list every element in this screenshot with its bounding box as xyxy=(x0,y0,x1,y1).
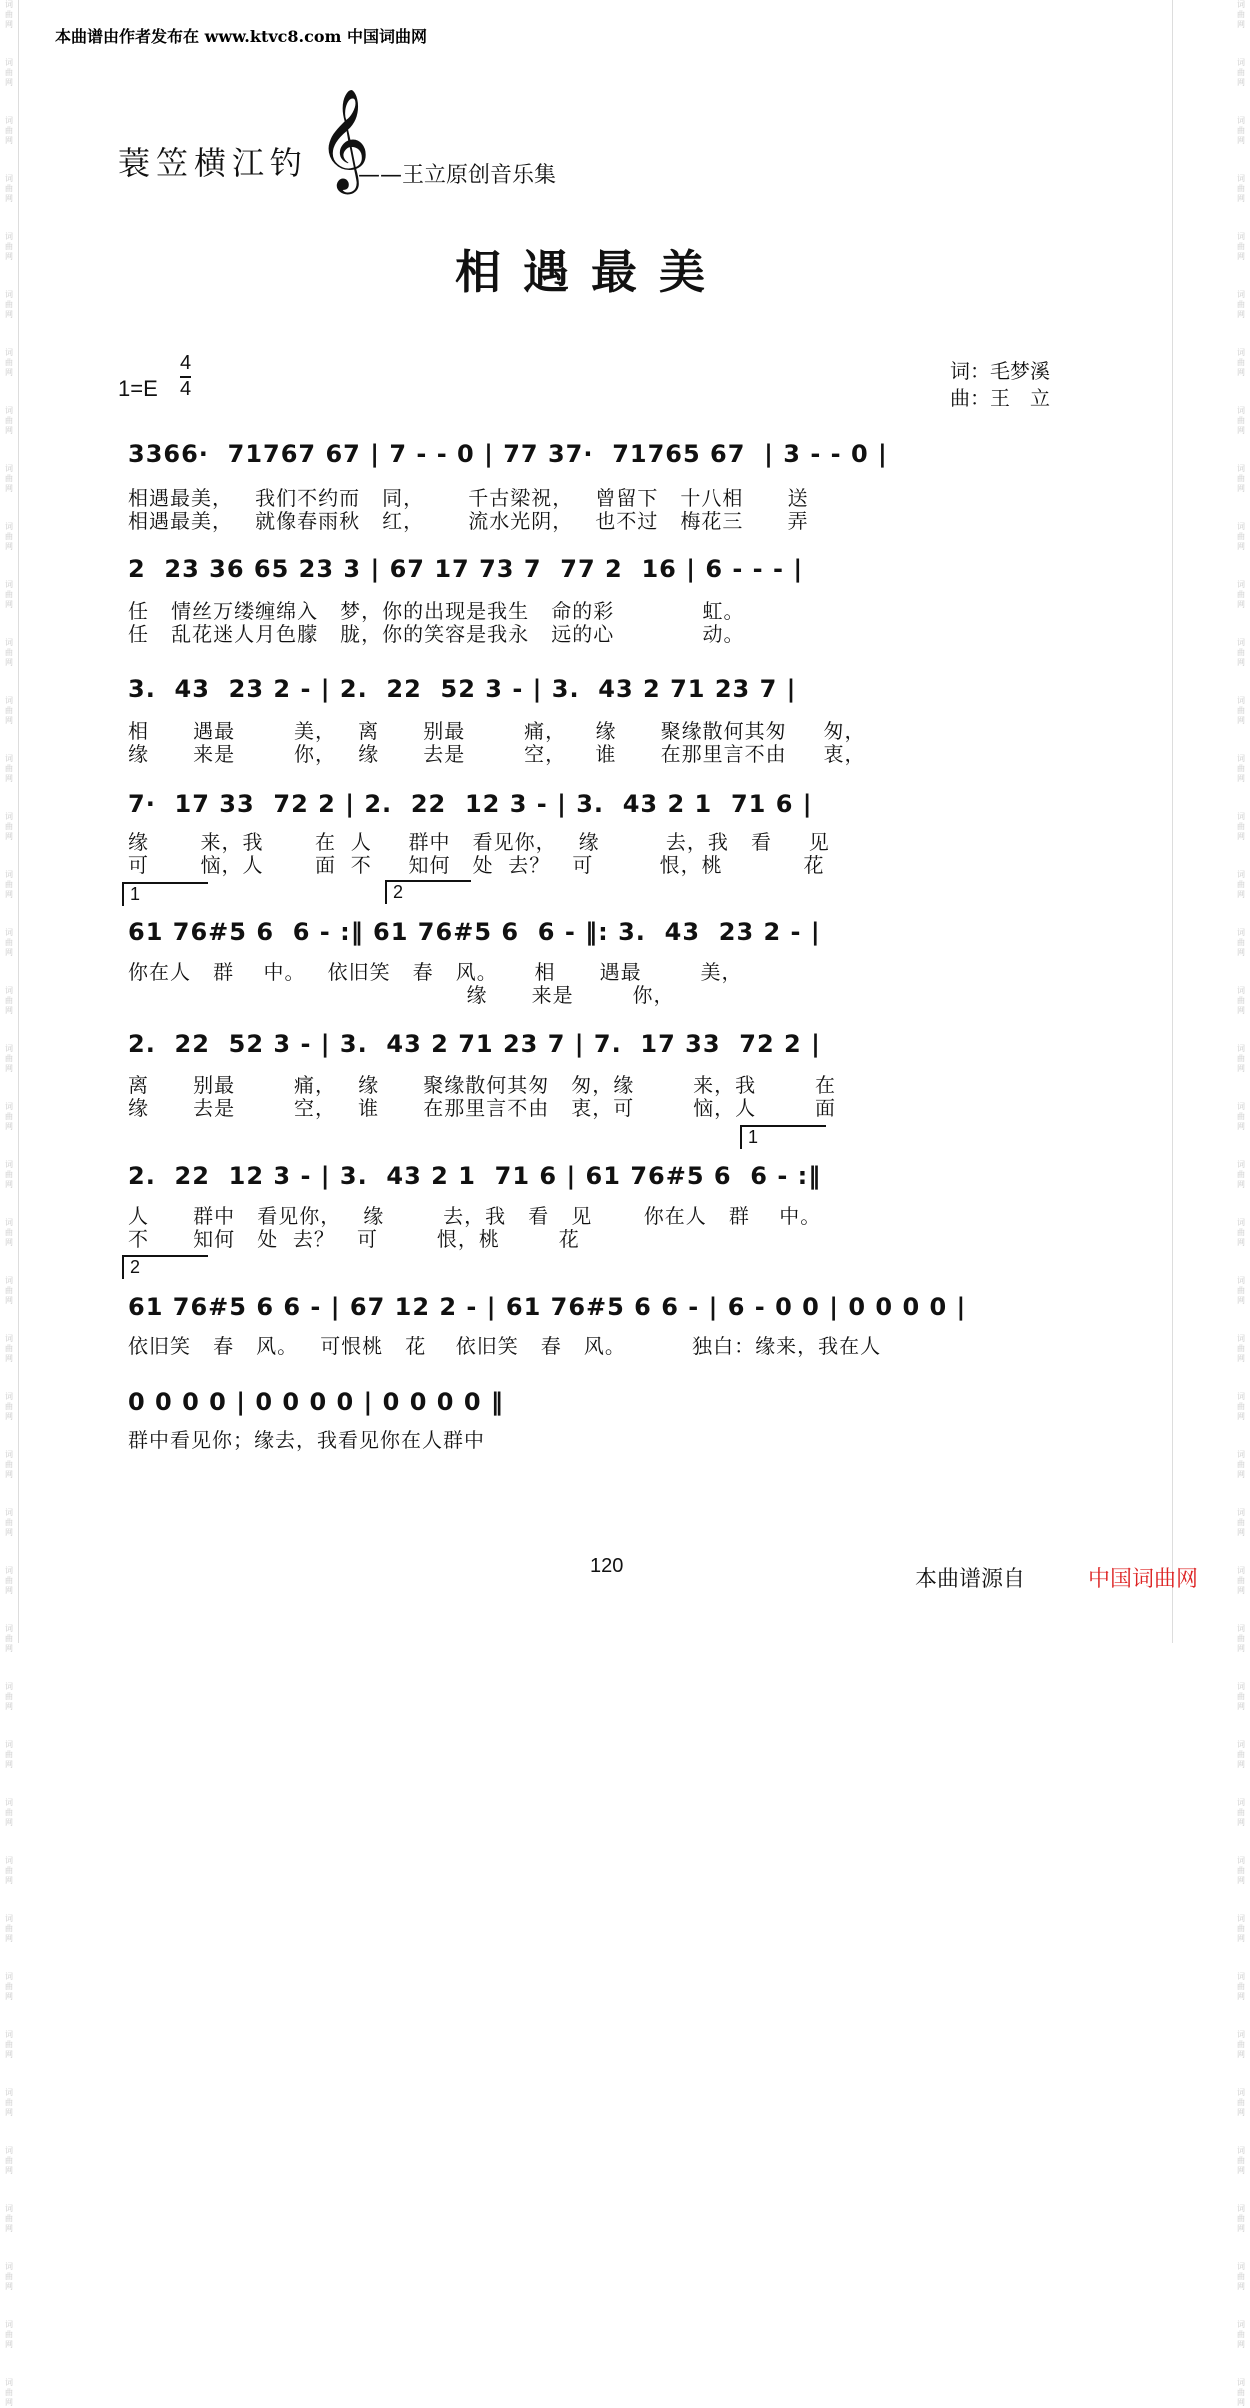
volta-bracket: 1 xyxy=(122,882,208,906)
watermark-text: 词曲网 xyxy=(5,290,13,319)
watermark-text: 词曲网 xyxy=(1237,232,1245,261)
watermark-text: 词曲网 xyxy=(5,1102,13,1131)
notation-row: 0 0 0 0 | 0 0 0 0 | 0 0 0 0 ‖ xyxy=(128,1388,504,1416)
watermark-text: 词曲网 xyxy=(5,1624,13,1653)
watermark-text: 词曲网 xyxy=(1237,522,1245,551)
watermark-text: 词曲网 xyxy=(1237,116,1245,145)
volta-bracket: 2 xyxy=(122,1255,208,1279)
lyric-line: 你在人 群 中。 依旧笑 春 风。 相 遇最 美， xyxy=(128,960,743,984)
notation-row: 61 76#5 6 6 - :‖ 61 76#5 6 6 - ‖: 3. 43 23 2 - | xyxy=(128,918,821,946)
composer-credit: 曲：王 立 xyxy=(950,386,1050,410)
watermark-left xyxy=(2,0,16,2407)
watermark-text: 词曲网 xyxy=(1237,1624,1245,1653)
watermark-right xyxy=(1234,0,1248,2407)
watermark-text: 词曲网 xyxy=(1237,928,1245,957)
watermark-text: 词曲网 xyxy=(5,696,13,725)
watermark-text: 词曲网 xyxy=(5,1972,13,2001)
watermark-text: 词曲网 xyxy=(5,580,13,609)
watermark-text: 词曲网 xyxy=(1237,754,1245,783)
watermark-text: 词曲网 xyxy=(1237,1160,1245,1189)
watermark-text: 词曲网 xyxy=(5,638,13,667)
notation-row: 61 76#5 6 6 - | 67 12 2 - | 61 76#5 6 6 - | 6 - 0 0 | 0 0 0 0 | xyxy=(128,1293,967,1321)
watermark-text: 词曲网 xyxy=(5,348,13,377)
watermark-text: 词曲网 xyxy=(5,522,13,551)
watermark-text: 词曲网 xyxy=(1237,1914,1245,1943)
lyric-line: 群中看见你；缘去，我看见你在人群中 xyxy=(128,1428,485,1452)
lyric-line: 依旧笑 春 风。 可恨桃 花 依旧笑 春 风。 独白：缘来，我在人 xyxy=(128,1334,882,1358)
watermark-text: 词曲网 xyxy=(5,1044,13,1073)
watermark-text: 词曲网 xyxy=(1237,58,1245,87)
watermark-text: 词曲网 xyxy=(1237,1566,1245,1595)
watermark-text: 词曲网 xyxy=(5,1682,13,1711)
watermark-text: 词曲网 xyxy=(5,116,13,145)
lyric-line: 缘 来是 你， xyxy=(128,983,675,1007)
watermark-text: 词曲网 xyxy=(5,464,13,493)
watermark-text: 词曲网 xyxy=(1237,1102,1245,1131)
watermark-text: 词曲网 xyxy=(1237,2030,1245,2059)
watermark-text: 词曲网 xyxy=(1237,1740,1245,1769)
watermark-text: 词曲网 xyxy=(1237,2378,1245,2407)
watermark-text: 词曲网 xyxy=(1237,1334,1245,1363)
watermark-text: 词曲网 xyxy=(5,2088,13,2117)
footer-site-name[interactable]: 中国词曲网 xyxy=(1088,1567,1199,1592)
lyric-line: 缘 来，我 在 人 群中 看见你， 缘 去，我 看 见 xyxy=(128,830,830,854)
key-signature: 1=E xyxy=(118,376,158,401)
watermark-text: 词曲网 xyxy=(1237,2262,1245,2291)
lyric-line: 相 遇最 美， 离 别最 痛， 缘 聚缘散何其匆 匆， xyxy=(128,719,866,743)
watermark-text: 词曲网 xyxy=(5,2378,13,2407)
watermark-text: 词曲网 xyxy=(5,1508,13,1537)
watermark-text: 词曲网 xyxy=(1237,1218,1245,1247)
watermark-text: 词曲网 xyxy=(5,1914,13,1943)
watermark-text: 词曲网 xyxy=(5,754,13,783)
watermark-text: 词曲网 xyxy=(1237,348,1245,377)
song-title: 相遇最美 xyxy=(455,245,727,299)
footer-source-label: 本曲谱源自 xyxy=(915,1567,1026,1592)
lyric-line: 不 知何 处 去？ 可 恨，桃 花 xyxy=(128,1227,580,1251)
watermark-text: 词曲网 xyxy=(1237,696,1245,725)
watermark-text: 词曲网 xyxy=(5,1334,13,1363)
watermark-text: 词曲网 xyxy=(5,986,13,1015)
collection-name: 蓑笠横江钓 xyxy=(118,144,309,182)
watermark-text: 词曲网 xyxy=(1237,1450,1245,1479)
watermark-text: 词曲网 xyxy=(5,812,13,841)
watermark-text: 词曲网 xyxy=(5,58,13,87)
watermark-text: 词曲网 xyxy=(1237,2146,1245,2175)
watermark-text: 词曲网 xyxy=(5,1798,13,1827)
watermark-text: 词曲网 xyxy=(5,1566,13,1595)
watermark-text: 词曲网 xyxy=(1237,290,1245,319)
notation-row: 7· 17 33 72 2 | 2. 22 12 3 - | 3. 43 2 1 71 6 | xyxy=(128,790,813,818)
watermark-text: 词曲网 xyxy=(5,2030,13,2059)
watermark-text: 词曲网 xyxy=(5,2204,13,2233)
watermark-text: 词曲网 xyxy=(5,232,13,261)
watermark-text: 词曲网 xyxy=(1237,464,1245,493)
watermark-text: 词曲网 xyxy=(1237,1798,1245,1827)
watermark-text: 词曲网 xyxy=(1237,1856,1245,1885)
watermark-text: 词曲网 xyxy=(1237,986,1245,1015)
lyric-line: 缘 来是 你， 缘 去是 空， 谁 在那里言不由 衷， xyxy=(128,742,866,766)
time-signature-top: 4 xyxy=(180,352,192,374)
treble-clef-icon: 𝄞 xyxy=(318,87,371,190)
watermark-text: 词曲网 xyxy=(5,928,13,957)
watermark-text: 词曲网 xyxy=(1237,2204,1245,2233)
watermark-text: 词曲网 xyxy=(1237,406,1245,435)
watermark-text: 词曲网 xyxy=(5,870,13,899)
lyric-line: 缘 去是 空， 谁 在那里言不由 衷，可 恼，人 面 xyxy=(128,1096,837,1120)
watermark-text: 词曲网 xyxy=(1237,1682,1245,1711)
lyricist-credit: 词：毛梦溪 xyxy=(950,359,1050,383)
watermark-text: 词曲网 xyxy=(5,2146,13,2175)
watermark-text: 词曲网 xyxy=(1237,812,1245,841)
header-note: 本曲谱由作者发布在 www.ktvc8.com 中国词曲网 xyxy=(55,27,427,46)
watermark-text: 词曲网 xyxy=(1237,0,1245,29)
notation-row: 2. 22 12 3 - | 3. 43 2 1 71 6 | 61 76#5 6 6 - :‖ xyxy=(128,1162,822,1190)
volta-bracket: 1 xyxy=(740,1125,826,1149)
notation-row: 2. 22 52 3 - | 3. 43 2 71 23 7 | 7. 17 33 72 2 | xyxy=(128,1030,821,1058)
lyric-line: 可 恼，人 面 不 知何 处 去？ 可 恨，桃 花 xyxy=(128,853,825,877)
watermark-text: 词曲网 xyxy=(5,174,13,203)
time-signature-bottom: 4 xyxy=(180,378,192,400)
watermark-text: 词曲网 xyxy=(1237,870,1245,899)
watermark-text: 词曲网 xyxy=(1237,1276,1245,1305)
volta-bracket: 2 xyxy=(385,880,471,904)
notation-row: 3. 43 23 2 - | 2. 22 52 3 - | 3. 43 2 71 23 7 | xyxy=(128,675,797,703)
watermark-text: 词曲网 xyxy=(5,1160,13,1189)
lyric-line: 相遇最美， 就像春雨秋 红， 流水光阴， 也不过 梅花三 弄 xyxy=(128,509,809,533)
page-border-left xyxy=(18,0,19,1643)
lyric-line: 人 群中 看见你， 缘 去，我 看 见 你在人 群 中。 xyxy=(128,1204,822,1228)
watermark-text: 词曲网 xyxy=(1237,174,1245,203)
lyric-line: 相遇最美， 我们不约而 同， 千古梁祝， 曾留下 十八相 送 xyxy=(128,486,809,510)
watermark-text: 词曲网 xyxy=(5,1450,13,1479)
page-number: 120 xyxy=(590,1555,624,1577)
watermark-text: 词曲网 xyxy=(5,1392,13,1421)
watermark-text: 词曲网 xyxy=(1237,2088,1245,2117)
watermark-text: 词曲网 xyxy=(1237,1044,1245,1073)
watermark-text: 词曲网 xyxy=(5,406,13,435)
watermark-text: 词曲网 xyxy=(1237,1392,1245,1421)
watermark-text: 词曲网 xyxy=(1237,1508,1245,1537)
watermark-text: 词曲网 xyxy=(5,1218,13,1247)
watermark-text: 词曲网 xyxy=(5,1276,13,1305)
watermark-text: 词曲网 xyxy=(5,1740,13,1769)
lyric-line: 离 别最 痛， 缘 聚缘散何其匆 匆，缘 来，我 在 xyxy=(128,1073,837,1097)
watermark-text: 词曲网 xyxy=(5,1856,13,1885)
watermark-text: 词曲网 xyxy=(5,0,13,29)
watermark-text: 词曲网 xyxy=(1237,638,1245,667)
notation-row: 2 23 36 65 23 3 | 67 17 73 7 77 2 16 | 6 - - - | xyxy=(128,555,804,583)
watermark-text: 词曲网 xyxy=(1237,580,1245,609)
watermark-text: 词曲网 xyxy=(1237,1972,1245,2001)
watermark-text: 词曲网 xyxy=(5,2320,13,2349)
page-border-right xyxy=(1172,0,1173,1643)
lyric-line: 任 乱花迷人月色朦 胧，你的笑容是我永 远的心 动。 xyxy=(128,622,745,646)
notation-row: 3366· 71767 67 | 7 - - 0 | 77 37· 71765 67 | 3 - - 0 | xyxy=(128,440,888,468)
watermark-text: 词曲网 xyxy=(5,2262,13,2291)
collection-subtitle: ——王立原创音乐集 xyxy=(358,163,557,188)
watermark-text: 词曲网 xyxy=(1237,2320,1245,2349)
lyric-line: 任 情丝万缕缠绵入 梦，你的出现是我生 命的彩 虹。 xyxy=(128,599,745,623)
